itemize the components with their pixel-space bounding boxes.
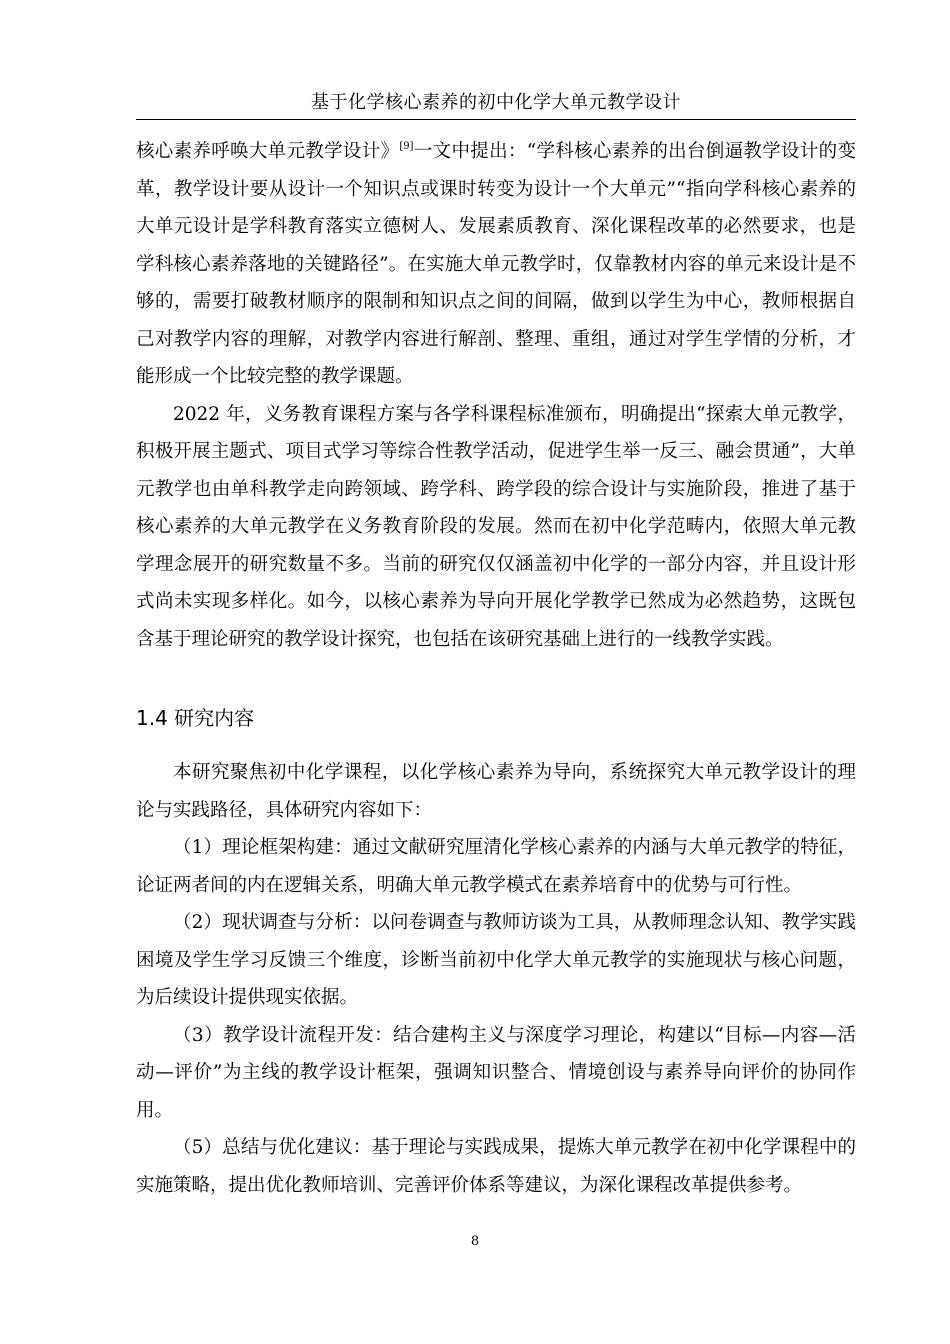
paragraph-item-2: （2）现状调查与分析：以问卷调查与教师访谈为工具，从教师理念认知、教学实践困境及学生学习反馈三个维度，诊断当前初中化学大单元教学的实施现状与核心问题，为后续设计提供现实依据。	[136, 912, 856, 1008]
running-header-title: 基于化学核心素养的初中化学大单元教学设计	[311, 92, 681, 113]
page-number: 8	[470, 1234, 480, 1249]
citation-marker: [9]	[399, 141, 414, 152]
header-rule	[136, 119, 856, 120]
body-text-top	[136, 133, 856, 658]
paragraph-item-5: （5）总结与优化建议：基于理论与实践成果，提炼大单元教学在初中化学课程中的实施策略，提出优化教师培训、完善评价体系等建议，为深化课程改革提供参考。	[136, 1137, 856, 1196]
paragraph-1	[136, 133, 856, 396]
paragraph-1-text-a: 核心素养呼唤大单元教学设计》	[136, 141, 400, 162]
section-heading: 1.4 研究内容	[136, 706, 255, 730]
paragraph-1-text-b: 一文中提出：“学科核心素养的出台倒逼教学设计的变革，教学设计要从设计一个知识点或课时转变为设计一个大单元”“指向学科核心素养的大单元设计是学科教育落实立德树人、发展素质教育、深化课程改革的必然要求，也是学科核心素养落地的关键路径”。在实施大单元教学时，仅靠教材内容的单元来设计是不够的，需要打破教材顺序的限制和知识点之间的间隔，做到以学生为中心，教师根据自己对教学内容的理解，对教学内容进行解剖、整理、重组，通过对学生学情的分析，才能形成一个比较完整的教学课题。	[136, 141, 856, 387]
paragraph-item-3: （3）教学设计流程开发：结合建构主义与深度学习理论，构建以“目标—内容—活动—评价”为主线的教学设计框架，强调知识整合、情境创设与素养导向评价的协同作用。	[136, 1024, 856, 1121]
paragraph-item-1: （1）理论框架构建：通过文献研究厘清化学核心素养的内涵与大单元教学的特征，论证两者间的内在逻辑关系，明确大单元教学模式在素养培育中的优势与可行性。	[136, 837, 856, 896]
paragraph-intro: 本研究聚焦初中化学课程，以化学核心素养为导向，系统探究大单元教学设计的理论与实践路径，具体研究内容如下：	[136, 762, 856, 821]
body-text-bottom	[136, 754, 856, 1204]
paragraph-2: 2022 年，义务教育课程方案与各学科课程标准颁布，明确提出“探索大单元教学，积极开展主题式、项目式学习等综合性教学活动，促进学生举一反三、融会贯通”，大单元教学也由单科教学走向跨领域、跨学科、跨学段的综合设计与实施阶段，推进了基于核心素养的大单元教学在义务教育阶段的发展。然而在初中化学范畴内，依照大单元教学理念展开的研究数量不多。当前的研究仅仅涵盖初中化学的一部分内容，并且设计形式尚未实现多样化。如今，以核心素养为导向开展化学教学已然成为必然趋势，这既包含基于理论研究的教学设计探究，也包括在该研究基础上进行的一线教学实践。	[136, 403, 856, 650]
